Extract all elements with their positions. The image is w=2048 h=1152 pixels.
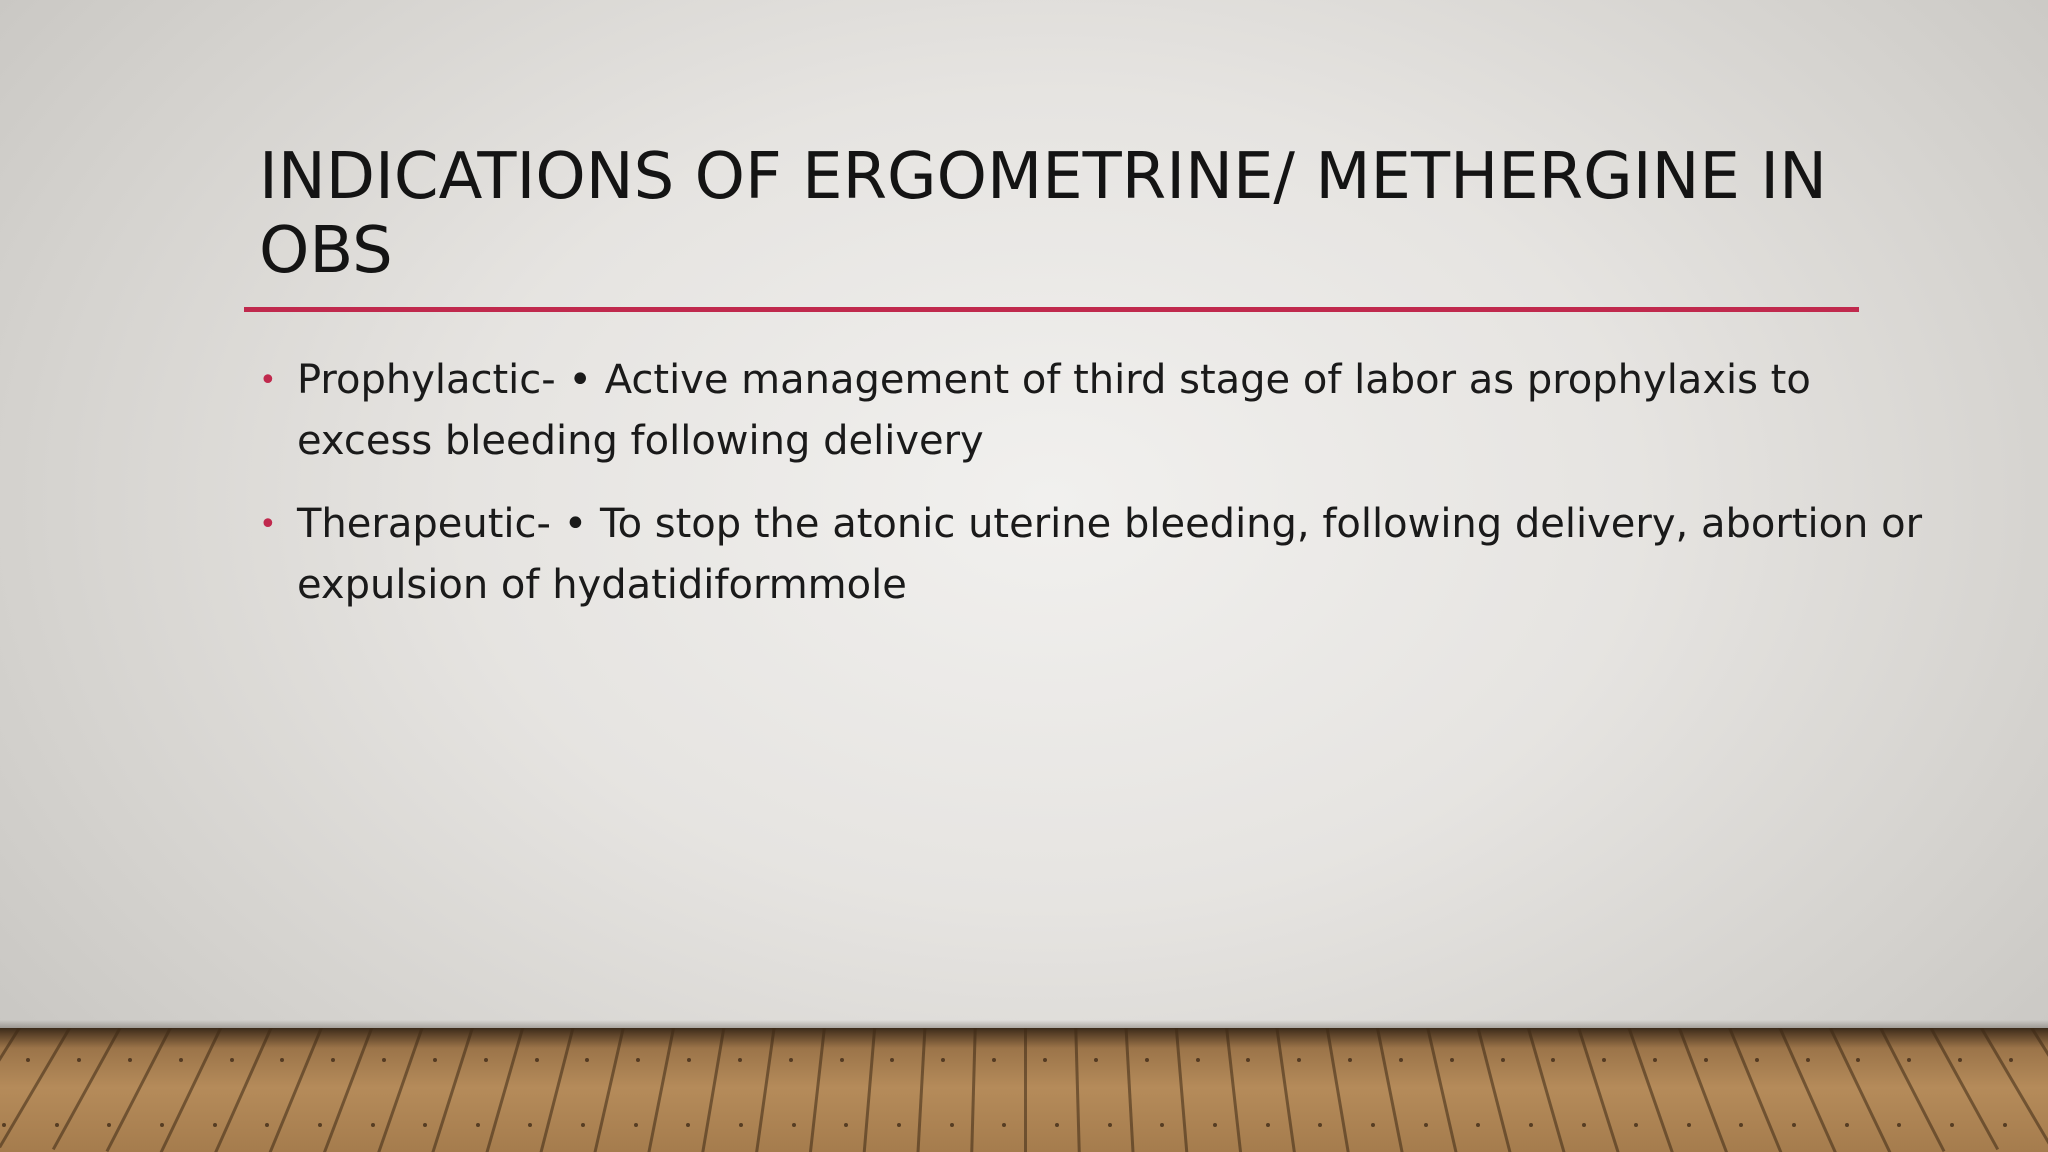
floor-nail	[1634, 1123, 1638, 1127]
floor-nail	[1160, 1123, 1164, 1127]
floor-plank-seam	[861, 1028, 877, 1152]
floor-nail	[1551, 1058, 1555, 1062]
floor-nail	[792, 1123, 796, 1127]
floor-nail	[1856, 1058, 1860, 1062]
floor-plank-seam	[1824, 1028, 1892, 1152]
floor-nail	[484, 1058, 488, 1062]
floor-nail	[2003, 1123, 2007, 1127]
floor-plank-seam	[321, 1028, 377, 1152]
floor-nail	[2009, 1058, 2013, 1062]
floor-nail	[950, 1123, 954, 1127]
floor-nail	[160, 1123, 164, 1127]
floor-plank-seam	[1774, 1028, 1838, 1152]
floor-plank-seam	[1674, 1028, 1730, 1152]
bullet-text-line: expulsion of hydatidiformmole	[297, 562, 907, 608]
floor-nail	[1399, 1058, 1403, 1062]
floor-nail	[535, 1058, 539, 1062]
floor-plank-seam	[1624, 1028, 1676, 1152]
floor-nail	[2, 1123, 6, 1127]
floor-nail	[1687, 1123, 1691, 1127]
slide-title-line: INDICATIONS OF ERGOMETRINE/ METHERGINE IN	[259, 140, 1827, 214]
floor-plank-seam	[1524, 1028, 1568, 1152]
floor-plank-seam	[1574, 1028, 1622, 1152]
floor-nail	[1704, 1058, 1708, 1062]
floor-nail	[941, 1058, 945, 1062]
floor-plank-seam	[1424, 1028, 1460, 1152]
floor-plank-seam	[267, 1028, 327, 1152]
floor-plank-seam	[1224, 1028, 1244, 1152]
floor-plank-seam	[375, 1028, 427, 1152]
floor-plank-seam	[1024, 1028, 1027, 1152]
floor-plank-seam	[106, 1028, 177, 1152]
floor-nail	[1424, 1123, 1428, 1127]
floor-nail	[1907, 1058, 1911, 1062]
floor-nail	[581, 1123, 585, 1127]
floor-nail	[890, 1058, 894, 1062]
floor-plank-seam	[537, 1028, 577, 1152]
floor-nail	[1266, 1123, 1270, 1127]
floor-plank-seam	[970, 1028, 977, 1152]
floor-nail	[26, 1058, 30, 1062]
floor-plank-seam	[159, 1028, 227, 1152]
floor-nail	[1246, 1058, 1250, 1062]
floor-nail	[230, 1058, 234, 1062]
floor-nail	[1653, 1058, 1657, 1062]
floor-nail	[585, 1058, 589, 1062]
floor-plank-seam	[1474, 1028, 1514, 1152]
bullet-icon: •	[259, 363, 277, 398]
floor-plank-seam	[699, 1028, 727, 1152]
floor-nail	[128, 1058, 132, 1062]
floor-plank-seam	[2024, 1028, 2048, 1146]
floor-plank-seam	[807, 1028, 827, 1152]
floor-nail	[844, 1123, 848, 1127]
floor-plank-seam	[213, 1028, 277, 1152]
floor-nail	[1476, 1123, 1480, 1127]
floor-plank-seam	[1724, 1028, 1784, 1152]
floor-nail	[789, 1058, 793, 1062]
floor-nail	[1755, 1058, 1759, 1062]
title-underline-divider	[244, 307, 1859, 312]
floor-plank-seam	[1174, 1028, 1190, 1152]
floor-plank-seam	[429, 1028, 477, 1152]
floor-nail	[179, 1058, 183, 1062]
floor-nail	[1094, 1058, 1098, 1062]
floor-nail	[55, 1123, 59, 1127]
floor-nail	[687, 1058, 691, 1062]
bullet-item-therapeutic	[259, 494, 1923, 616]
floor-nail	[1145, 1058, 1149, 1062]
floor-nail	[738, 1058, 742, 1062]
floor-plank-seam	[1124, 1028, 1135, 1152]
floor-nail	[1002, 1123, 1006, 1127]
floor-nail	[1501, 1058, 1505, 1062]
bullet-text-line: excess bleeding following delivery	[297, 418, 984, 464]
floor-nail	[686, 1123, 690, 1127]
bullet-list	[259, 350, 1923, 638]
slide-title	[259, 140, 1859, 288]
floor-nail	[107, 1123, 111, 1127]
bullet-item-prophylactic	[259, 350, 1859, 472]
floor-nail	[739, 1123, 743, 1127]
bullet-text-line: Prophylactic- • Active management of third stage of labor as prophylaxis to	[297, 357, 1811, 403]
floor-nail	[331, 1058, 335, 1062]
floor-nail	[371, 1123, 375, 1127]
floor-nail	[1318, 1123, 1322, 1127]
slide-title-line: OBS	[259, 214, 393, 288]
floor-nail	[77, 1058, 81, 1062]
floor-nail	[636, 1058, 640, 1062]
floor-nail	[318, 1123, 322, 1127]
floor-plank-seam	[0, 1028, 27, 1146]
floor-nail	[1582, 1123, 1586, 1127]
floor-plank-seam	[1274, 1028, 1298, 1152]
floor-nail	[1108, 1123, 1112, 1127]
floor-plank-seam	[591, 1028, 627, 1152]
bullet-icon: •	[259, 507, 277, 542]
floor-nail	[1792, 1123, 1796, 1127]
floor-nail	[1371, 1123, 1375, 1127]
floor-nail	[382, 1058, 386, 1062]
floor-nail	[476, 1123, 480, 1127]
floor-nail	[840, 1058, 844, 1062]
floor-nail	[528, 1123, 532, 1127]
floor-nail	[1196, 1058, 1200, 1062]
floor-nail	[1950, 1123, 1954, 1127]
floor-nail	[213, 1123, 217, 1127]
floor-nail	[1213, 1123, 1217, 1127]
floor-nail	[280, 1058, 284, 1062]
floor-nail	[423, 1123, 427, 1127]
floor-nail	[1450, 1058, 1454, 1062]
floor-nail	[1958, 1058, 1962, 1062]
floor-nail	[1348, 1058, 1352, 1062]
floor-plank-seam	[1074, 1028, 1081, 1152]
floor-nail	[1739, 1123, 1743, 1127]
floor-nail	[1602, 1058, 1606, 1062]
floor-plank-seam	[916, 1028, 927, 1152]
floor-nail	[992, 1058, 996, 1062]
floor-plank-seam	[645, 1028, 677, 1152]
floor-plank-seam	[1374, 1028, 1406, 1152]
floor-nail	[1529, 1123, 1533, 1127]
floor-nail	[433, 1058, 437, 1062]
floor-nail	[1297, 1058, 1301, 1062]
bullet-text-line: Therapeutic- • To stop the atonic uterine bleeding, following delivery, abortion or	[297, 501, 1923, 547]
floor-nail	[634, 1123, 638, 1127]
floor-nail	[897, 1123, 901, 1127]
floor-nail	[1055, 1123, 1059, 1127]
floor-nail	[265, 1123, 269, 1127]
floor-plank-seam	[483, 1028, 527, 1152]
floor-nail	[1043, 1058, 1047, 1062]
floor-plank-seam	[1874, 1028, 1945, 1152]
floor-nail	[1897, 1123, 1901, 1127]
floor-nail	[1806, 1058, 1810, 1062]
floor-nail	[1845, 1123, 1849, 1127]
floor-plank-seam	[1324, 1028, 1352, 1152]
floor-plank-seam	[753, 1028, 777, 1152]
wooden-floor-decoration	[0, 1028, 2048, 1152]
